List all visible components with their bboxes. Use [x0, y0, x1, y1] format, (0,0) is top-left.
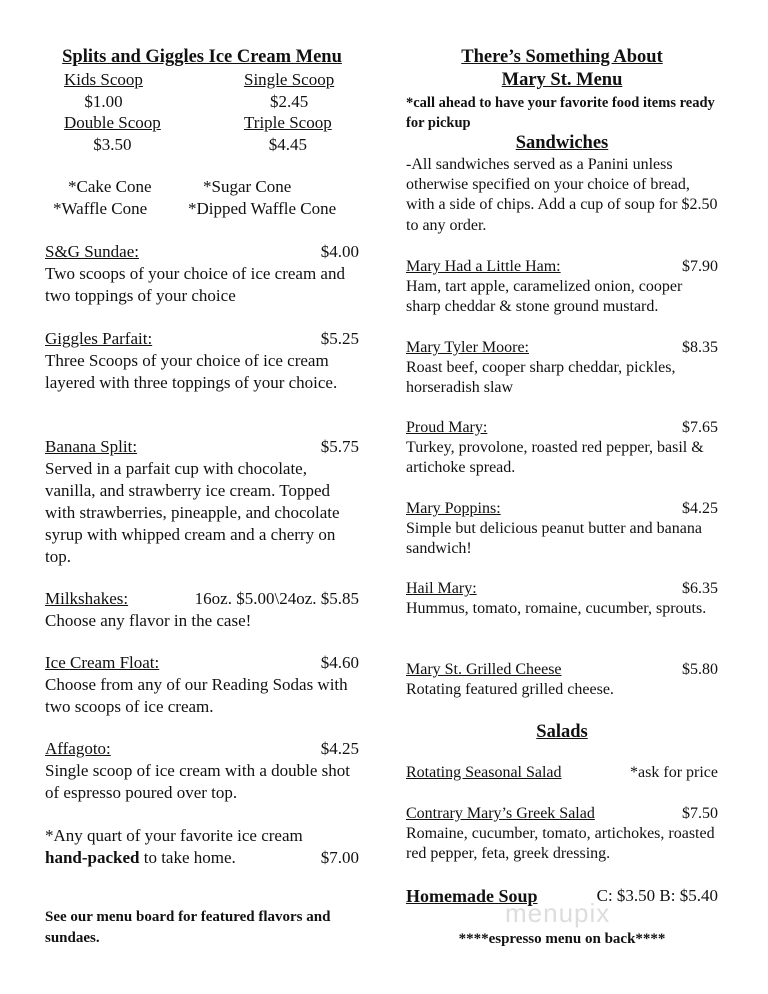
- salad-item: [406, 804, 718, 865]
- item-desc: Hummus, tomato, romaine, cucumber, sprouts.: [406, 600, 707, 618]
- menu-item: [45, 652, 359, 718]
- scoop-price: $1.00: [84, 92, 123, 111]
- sandwich-item: [406, 579, 718, 619]
- quart-note: [45, 825, 359, 869]
- mary-st-title-line2: Mary St. Menu: [501, 70, 623, 90]
- menu-item: [45, 241, 359, 307]
- soup-price: C: $3.50 B: $5.40: [596, 886, 718, 905]
- soup-name: Homemade Soup: [406, 886, 538, 906]
- quart-line: *Any quart of your favorite ice cream: [45, 826, 303, 845]
- quart-bold: hand-packed: [45, 848, 140, 867]
- espresso-note: ****espresso menu on back****: [458, 931, 666, 947]
- item-desc: Turkey, provolone, roasted red pepper, basil & artichoke spread.: [406, 439, 704, 477]
- quart-rest: to take home.: [139, 848, 236, 867]
- item-desc: Rotating featured grilled cheese.: [406, 681, 614, 699]
- scoop-single: [244, 69, 334, 113]
- item-desc: Two scoops of your choice of ice cream and two toppings of your choice: [45, 264, 345, 305]
- scoop-label: Triple Scoop: [244, 113, 332, 132]
- item-desc: Romaine, cucumber, tomato, artichokes, roasted red pepper, feta, greek dressing.: [406, 825, 715, 863]
- item-price: $7.90: [682, 258, 718, 275]
- item-desc: Served in a parfait cup with chocolate, vanilla, and strawberry ice cream. Topped with strawberries, pineapple, and chocolate syrup with whipped cream and a cherry on top.: [45, 459, 340, 566]
- sandwich-item: [406, 418, 718, 479]
- item-price: 16oz. $5.00\24oz. $5.85: [194, 589, 359, 608]
- item-price: $6.35: [682, 580, 718, 597]
- scoop-kids: [64, 69, 143, 113]
- item-name: Proud Mary:: [406, 419, 488, 436]
- sandwich-item: [406, 338, 718, 399]
- scoop-double: [64, 112, 161, 156]
- item-name: S&G Sundae:: [45, 242, 139, 261]
- scoop-label: Kids Scoop: [64, 70, 143, 89]
- sandwich-item: [406, 660, 718, 700]
- scoop-price: $2.45: [269, 92, 309, 111]
- item-name: Rotating Seasonal Salad: [406, 764, 562, 781]
- item-price: $7.65: [682, 419, 718, 436]
- item-name: Mary Had a Little Ham:: [406, 258, 561, 275]
- item-desc: Simple but delicious peanut butter and banana sandwich!: [406, 520, 702, 558]
- item-name: Contrary Mary’s Greek Salad: [406, 805, 595, 822]
- item-price: *ask for price: [630, 764, 718, 781]
- sandwiches-heading: Sandwiches: [515, 133, 609, 153]
- cone-sugar: *Sugar Cone: [203, 177, 292, 196]
- item-desc: Ham, tart apple, caramelized onion, cooper sharp cheddar & stone ground mustard.: [406, 278, 683, 316]
- quart-price: $7.00: [320, 848, 359, 867]
- item-price: $4.25: [320, 739, 359, 758]
- item-desc: Choose any flavor in the case!: [45, 611, 252, 630]
- cone-cake: *Cake Cone: [68, 177, 152, 196]
- item-name: Giggles Parfait:: [45, 329, 153, 348]
- scoop-label: Single Scoop: [244, 70, 335, 89]
- item-price: $8.35: [682, 339, 718, 356]
- item-desc: Roast beef, cooper sharp cheddar, pickles, horseradish slaw: [406, 359, 676, 397]
- item-price: $4.60: [320, 653, 359, 672]
- menu-item: [45, 328, 359, 394]
- sandwich-item: [406, 499, 718, 560]
- cone-waffle: *Waffle Cone: [53, 199, 148, 218]
- sandwiches-intro: -All sandwiches served as a Panini unless otherwise specified on your choice of bread, with a side of chips. Add a cup of soup for $2.50 to any order.: [406, 156, 718, 234]
- menu-item: [45, 738, 359, 804]
- watermark: menupix: [505, 898, 611, 928]
- call-ahead-note: *call ahead to have your favorite food items ready for pickup: [406, 95, 715, 131]
- scoop-price: $3.50: [93, 135, 132, 154]
- scoop-price: $4.45: [268, 135, 307, 154]
- cone-dipped-waffle: *Dipped Waffle Cone: [188, 199, 337, 218]
- featured-flavors-note: See our menu board for featured flavors and sundaes.: [45, 909, 331, 946]
- menu-item: [45, 588, 359, 632]
- salads-heading: Salads: [536, 722, 588, 742]
- mary-st-title-line1: There’s Something About: [461, 47, 663, 67]
- item-price: $5.80: [682, 661, 718, 678]
- scoop-label: Double Scoop: [64, 113, 161, 132]
- item-name: Mary Poppins:: [406, 500, 501, 517]
- item-name: Milkshakes:: [45, 589, 129, 608]
- item-price: $7.50: [682, 805, 718, 822]
- ice-cream-menu-title: Splits and Giggles Ice Cream Menu: [62, 47, 342, 67]
- item-name: Mary Tyler Moore:: [406, 339, 529, 356]
- item-name: Mary St. Grilled Cheese: [406, 661, 562, 678]
- menu-item: [45, 436, 359, 568]
- item-name: Ice Cream Float:: [45, 653, 160, 672]
- sandwich-item: [406, 257, 718, 318]
- item-desc: Single scoop of ice cream with a double shot of espresso poured over top.: [45, 761, 350, 802]
- item-price: $5.75: [320, 437, 359, 456]
- item-price: $5.25: [320, 329, 359, 348]
- scoop-triple: [244, 112, 332, 156]
- salad-item: [406, 763, 718, 783]
- item-desc: Choose from any of our Reading Sodas with two scoops of ice cream.: [45, 675, 348, 716]
- item-name: Banana Split:: [45, 437, 138, 456]
- item-desc: Three Scoops of your choice of ice cream layered with three toppings of your choice.: [45, 351, 338, 392]
- item-name: Hail Mary:: [406, 580, 477, 597]
- item-price: $4.00: [320, 242, 359, 261]
- item-price: $4.25: [682, 500, 718, 517]
- item-name: Affagoto:: [45, 739, 111, 758]
